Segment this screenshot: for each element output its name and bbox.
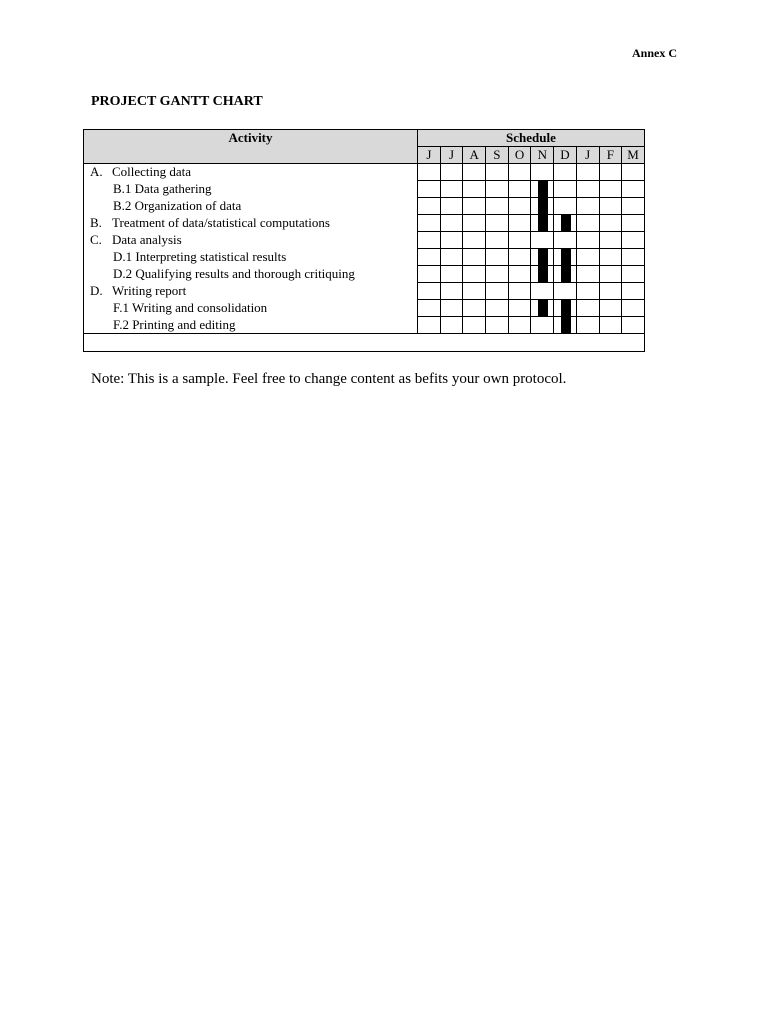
schedule-bar: [538, 181, 548, 197]
schedule-cell: [622, 283, 645, 300]
table-row: [84, 215, 645, 232]
schedule-cell: [531, 198, 554, 215]
schedule-cell: [599, 164, 622, 181]
schedule-cell: [418, 283, 441, 300]
schedule-cell: [576, 232, 599, 249]
schedule-cell: [440, 164, 463, 181]
schedule-cell: [599, 232, 622, 249]
schedule-cell: [508, 181, 531, 198]
schedule-cell: [576, 249, 599, 266]
month-header: F: [599, 147, 622, 164]
annex-label: Annex C: [631, 46, 677, 60]
schedule-cell: [531, 181, 554, 198]
schedule-bar: [538, 198, 548, 214]
schedule-cell: [531, 164, 554, 181]
schedule-cell: [508, 249, 531, 266]
schedule-cell: [463, 317, 486, 334]
schedule-cell: [486, 181, 509, 198]
schedule-cell: [531, 215, 554, 232]
schedule-cell: [440, 181, 463, 198]
schedule-cell: [599, 198, 622, 215]
schedule-cell: [440, 249, 463, 266]
schedule-cell: [554, 181, 577, 198]
schedule-cell: [622, 181, 645, 198]
schedule-cell: [622, 300, 645, 317]
table-row: [84, 181, 645, 198]
schedule-cell: [576, 300, 599, 317]
schedule-bar: [561, 266, 571, 282]
schedule-cell: [622, 249, 645, 266]
schedule-cell: [418, 300, 441, 317]
activity-label: B.1 Data gathering: [113, 181, 212, 196]
gantt-table: [83, 129, 645, 352]
table-row: [84, 164, 645, 181]
schedule-cell: [531, 266, 554, 283]
month-header: J: [576, 147, 599, 164]
schedule-cell: [440, 283, 463, 300]
month-header: D: [554, 147, 577, 164]
schedule-cell: [554, 266, 577, 283]
month-header: O: [508, 147, 531, 164]
activity-cell: [84, 232, 418, 249]
schedule-cell: [486, 164, 509, 181]
schedule-cell: [599, 215, 622, 232]
activity-label: B.2 Organization of data: [113, 198, 242, 213]
schedule-cell: [418, 266, 441, 283]
schedule-cell: [599, 249, 622, 266]
activity-label: Collecting data: [112, 164, 192, 180]
blank-cell: [84, 334, 645, 352]
schedule-cell: [622, 164, 645, 181]
activity-letter: C.: [90, 232, 102, 247]
table-row: [84, 283, 645, 300]
schedule-cell: [622, 266, 645, 283]
activity-letter: A.: [90, 164, 103, 180]
activity-cell: [84, 249, 418, 266]
schedule-cell: [440, 300, 463, 317]
schedule-bar: [561, 215, 571, 231]
activity-cell: [84, 300, 418, 317]
schedule-cell: [486, 215, 509, 232]
activity-letter: B.: [90, 215, 102, 230]
schedule-cell: [418, 198, 441, 215]
schedule-bar: [561, 300, 571, 316]
month-header: S: [486, 147, 509, 164]
schedule-cell: [463, 232, 486, 249]
schedule-cell: [418, 249, 441, 266]
schedule-bar: [538, 249, 548, 265]
schedule-cell: [576, 215, 599, 232]
schedule-cell: [440, 232, 463, 249]
month-header: J: [440, 147, 463, 164]
activity-cell: [84, 317, 418, 334]
activity-cell: [84, 164, 418, 181]
schedule-bar: [538, 300, 548, 316]
activity-cell: [84, 215, 418, 232]
schedule-cell: [418, 317, 441, 334]
schedule-cell: [599, 181, 622, 198]
schedule-cell: [508, 317, 531, 334]
schedule-cell: [576, 283, 599, 300]
schedule-cell: [440, 317, 463, 334]
schedule-cell: [576, 181, 599, 198]
schedule-cell: [554, 232, 577, 249]
schedule-cell: [531, 249, 554, 266]
blank-row: [84, 334, 645, 352]
activity-header: Activity: [84, 130, 418, 164]
schedule-cell: [531, 317, 554, 334]
schedule-cell: [463, 283, 486, 300]
schedule-cell: [440, 215, 463, 232]
table-row: [84, 232, 645, 249]
activity-label: F.1 Writing and consolidation: [113, 300, 268, 315]
activity-letter: D.: [90, 283, 103, 298]
schedule-cell: [554, 317, 577, 334]
schedule-cell: [463, 249, 486, 266]
schedule-cell: [554, 300, 577, 317]
schedule-cell: [531, 300, 554, 317]
activity-label: D.1 Interpreting statistical results: [113, 249, 287, 264]
schedule-cell: [508, 232, 531, 249]
schedule-cell: [418, 215, 441, 232]
schedule-bar: [561, 249, 571, 265]
schedule-cell: [508, 198, 531, 215]
schedule-cell: [531, 232, 554, 249]
activity-label: D.2 Qualifying results and thorough critiquing: [113, 266, 355, 281]
schedule-cell: [463, 164, 486, 181]
schedule-cell: [418, 164, 441, 181]
activity-label: F.2 Printing and editing: [113, 316, 236, 332]
activity-cell: [84, 198, 418, 215]
schedule-cell: [622, 232, 645, 249]
schedule-cell: [440, 198, 463, 215]
activity-label: Writing report: [112, 283, 187, 298]
schedule-cell: [622, 198, 645, 215]
schedule-cell: [486, 283, 509, 300]
schedule-cell: [463, 198, 486, 215]
schedule-cell: [554, 198, 577, 215]
schedule-cell: [576, 266, 599, 283]
month-header: J: [418, 147, 441, 164]
table-row: [84, 249, 645, 266]
schedule-cell: [418, 232, 441, 249]
footnote: Note: This is a sample. Feel free to change content as befits your own protocol.: [91, 371, 567, 387]
page-title: PROJECT GANTT CHART: [91, 94, 263, 109]
schedule-cell: [554, 164, 577, 181]
schedule-cell: [463, 300, 486, 317]
schedule-cell: [486, 232, 509, 249]
schedule-cell: [576, 198, 599, 215]
schedule-cell: [576, 164, 599, 181]
table-row: [84, 317, 645, 334]
table-row: [84, 300, 645, 317]
schedule-cell: [508, 215, 531, 232]
schedule-cell: [508, 164, 531, 181]
schedule-bar: [561, 317, 571, 333]
schedule-cell: [599, 266, 622, 283]
schedule-cell: [486, 317, 509, 334]
schedule-header: Schedule: [418, 130, 645, 147]
schedule-cell: [576, 317, 599, 334]
schedule-cell: [463, 181, 486, 198]
schedule-cell: [486, 266, 509, 283]
activity-cell: [84, 283, 418, 300]
schedule-cell: [486, 249, 509, 266]
schedule-cell: [440, 266, 463, 283]
schedule-cell: [599, 300, 622, 317]
schedule-cell: [508, 300, 531, 317]
month-header: N: [531, 147, 554, 164]
schedule-bar: [538, 266, 548, 282]
table-row: [84, 198, 645, 215]
month-header: A: [463, 147, 486, 164]
schedule-cell: [554, 283, 577, 300]
activity-cell: [84, 266, 418, 283]
schedule-cell: [486, 198, 509, 215]
schedule-cell: [418, 181, 441, 198]
schedule-cell: [554, 249, 577, 266]
schedule-cell: [463, 215, 486, 232]
schedule-cell: [622, 215, 645, 232]
schedule-cell: [486, 300, 509, 317]
schedule-cell: [531, 283, 554, 300]
schedule-bar: [538, 215, 548, 231]
table-row: [84, 266, 645, 283]
activity-label: Data analysis: [112, 232, 182, 247]
schedule-cell: [599, 283, 622, 300]
activity-label: Treatment of data/statistical computations: [112, 215, 330, 230]
month-header: M: [622, 147, 645, 164]
schedule-cell: [508, 283, 531, 300]
schedule-cell: [508, 266, 531, 283]
schedule-cell: [554, 215, 577, 232]
schedule-cell: [599, 317, 622, 334]
schedule-cell: [463, 266, 486, 283]
schedule-cell: [622, 317, 645, 334]
activity-cell: [84, 181, 418, 198]
